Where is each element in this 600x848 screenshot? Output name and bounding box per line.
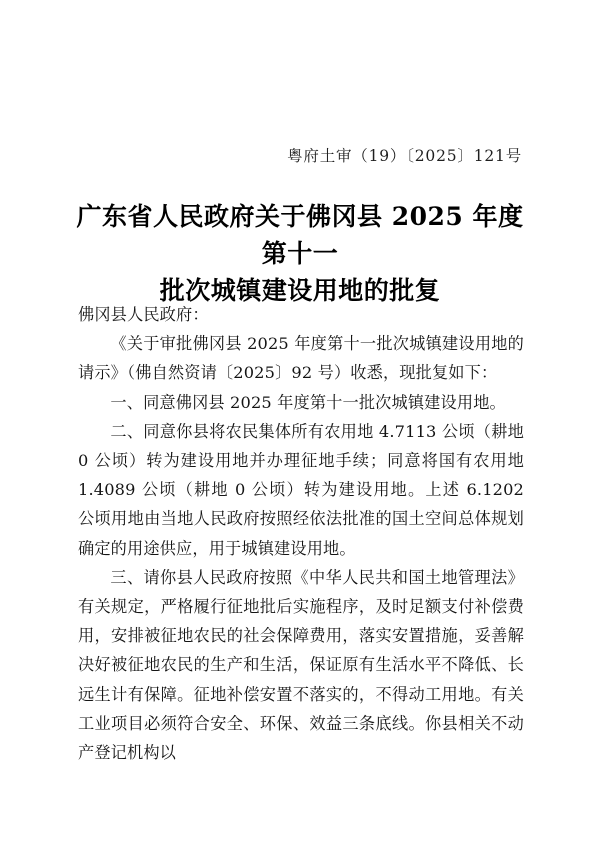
document-body [78,300,524,767]
page-title-line-2: 批次城镇建设用地的批复 [159,276,441,305]
paragraph-item-two: 二、同意你县将农民集体所有农用地 4.7113 公顷（耕地 0 公顷）转为建设用地并办理征地手续；同意将国有农用地 1.4089 公顷（耕地 0 公顷）转为建设用地。上述 6.1202 公顷用地由当地人民政府按照经依法批准的国土空间总体规划确定的用途供应，用于城镇建设用地。 [78,421,524,558]
paragraph-item-three: 三、请你县人民政府按照《中华人民共和国土地管理法》有关规定，严格履行征地批后实施程序，及时足额支付补偿费用，安排被征地农民的社会保障费用，落实安置措施，妥善解决好被征地农民的生产和生活，保证原有生活水平不降低、长远生计有保障。征地补偿安置不落实的，不得动工用地。有关工业项目必须符合安全、环保、效益三条底线。你县相关不动产登记机构以 [78,567,524,763]
document-number: 粤府土审（19）〔2025〕121号 [287,147,522,165]
page-title-line-1: 广东省人民政府关于佛冈县 2025 年度第十一 [76,202,524,268]
page-title [72,198,528,309]
paragraph-item-one: 一、同意佛冈县 2025 年度第十一批次城镇建设用地。 [110,392,506,412]
paragraph-intro: 《关于审批佛冈县 2025 年度第十一批次城镇建设用地的请示》（佛自然资请〔2025〕92 号）收悉，现批复如下： [78,334,524,383]
addressee-line: 佛冈县人民政府： [78,305,209,324]
